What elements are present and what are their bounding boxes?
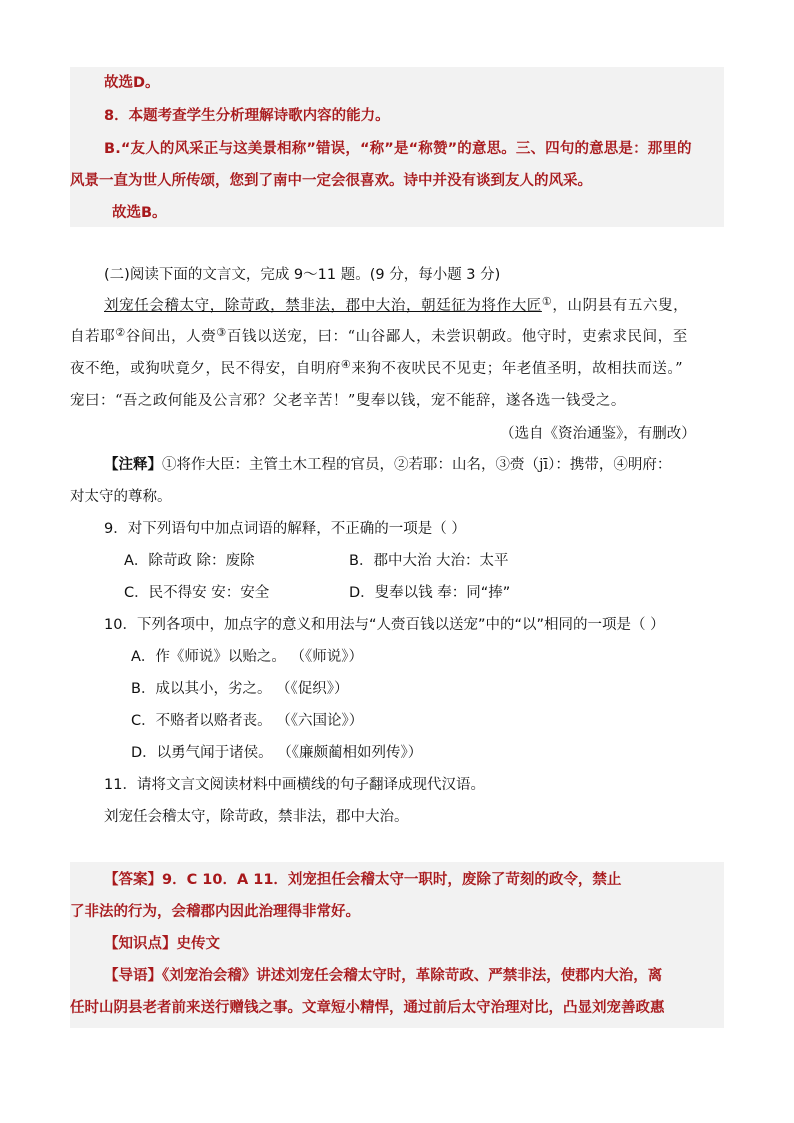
note-marker-3: ③ <box>216 326 227 339</box>
q8-explanation-line1: B.“友人的风采正与这美景相称”错误，“称”是“称赞”的意思。三、四句的意思是：那里的 <box>104 141 692 157</box>
q11-sentence: 刘宠任会稽太守，除苛政，禁非法，郡中大治。 <box>104 809 409 825</box>
passage-line-3 <box>70 359 683 380</box>
q10-option-c: C．不赂者以赂者丧。 （《六国论》） <box>131 713 364 729</box>
guide-text: 《刘宠治会稽》讲述刘宠任会稽太守时，革除苛政、严禁非法，使郡内大治，离 <box>162 968 663 984</box>
q9-stem: 9．对下列语句中加点词语的解释，不正确的一项是（ ） <box>104 521 466 537</box>
note-marker-2: ② <box>115 326 126 339</box>
guide-label: 【导语】 <box>104 968 162 984</box>
knowledge-text: 史传文 <box>176 936 220 952</box>
passage-text: 来狗不夜吠民不见吏；年老值圣明，故相扶而送。” <box>351 361 684 377</box>
q9-option-c: C．民不得安 安：安全 <box>124 585 270 601</box>
q8-explanation-line2: 风景一直为世人所传颂，您到了南中一定会很喜欢。诗中并没有谈到友人的风采。 <box>70 173 592 189</box>
passage-text: 自若耶 <box>70 329 116 345</box>
answer-conclusion-b: 故选B。 <box>112 205 167 221</box>
answer-conclusion-d: 故选D。 <box>104 75 160 91</box>
q9-option-b: B．郡中大治 大治：太平 <box>349 553 509 569</box>
note-marker-1: ① <box>541 295 553 308</box>
q10-stem: 10．下列各项中，加点字的意义和用法与“人赍百钱以送宠”中的“以”相同的一项是（ ） <box>104 617 665 633</box>
notes-line-2: 对太守的尊称。 <box>70 489 172 505</box>
passage-line-4: 宠曰：“吾之政何能及公言邪？父老辛苦！”叟奉以钱，宠不能辞，遂各选一钱受之。 <box>70 393 626 409</box>
passage-text: 夜不绝，或狗吠竟夕，民不得安，自明府 <box>70 361 341 377</box>
passage-source: （选自《资治通鉴》，有删改） <box>500 426 696 442</box>
q10-option-b: B．成以其小，劣之。 （《促织》） <box>131 681 349 697</box>
note-marker-4: ④ <box>340 358 352 371</box>
passage-text: ，山阴县有五六叟， <box>552 298 689 314</box>
q10-option-d: D．以勇气闻于诸侯。 （《廉颇蔺相如列传》） <box>131 745 423 761</box>
answer-label: 【答案】 <box>104 872 162 888</box>
guide-line-1 <box>104 966 662 986</box>
guide-line-2: 任时山阴县老者前来送行赠钱之事。文章短小精悍，通过前后太守治理对比，凸显刘宠善政惠 <box>70 1000 665 1016</box>
knowledge-line <box>104 934 220 954</box>
passage-line-1 <box>104 296 688 317</box>
q10-option-a: A．作《师说》以贻之。 （《师说》） <box>131 649 364 665</box>
passage-text: 刘宠任会稽太守，除苛政，禁非法，郡中大治，朝廷征为将作大匠 <box>104 298 542 314</box>
passage-text: 谷间出，人赍 <box>125 329 217 345</box>
notes-label: 【注释】 <box>104 457 162 473</box>
notes-text: ①将作大臣：主管土木工程的官员，②若耶：山名，③赍（jī）：携带，④明府： <box>162 457 672 473</box>
notes-line-1 <box>104 455 671 475</box>
knowledge-label: 【知识点】 <box>104 936 177 952</box>
q9-option-a: A．除苛政 除：废除 <box>124 553 255 569</box>
answer-line-2: 了非法的行为，会稽郡内因此治理得非常好。 <box>70 904 360 920</box>
q8-analysis-heading: 8．本题考查学生分析理解诗歌内容的能力。 <box>104 108 390 124</box>
passage-text: 百钱以送宠，曰：“山谷鄙人，未尝识朝政。他守时，吏索求民间，至 <box>226 329 688 345</box>
q11-stem: 11．请将文言文阅读材料中画横线的句子翻译成现代汉语。 <box>104 777 485 793</box>
answer-line-1 <box>104 870 621 890</box>
answer-text: 9．C 10．A 11．刘宠担任会稽太守一职时，废除了苛刻的政令，禁止 <box>162 872 622 888</box>
section-heading: (二)阅读下面的文言文，完成 9～11 题。(9 分，每小题 3 分) <box>104 267 501 283</box>
q9-option-d: D．叟奉以钱 奉：同“捧” <box>349 585 511 601</box>
passage-line-2 <box>70 327 688 348</box>
